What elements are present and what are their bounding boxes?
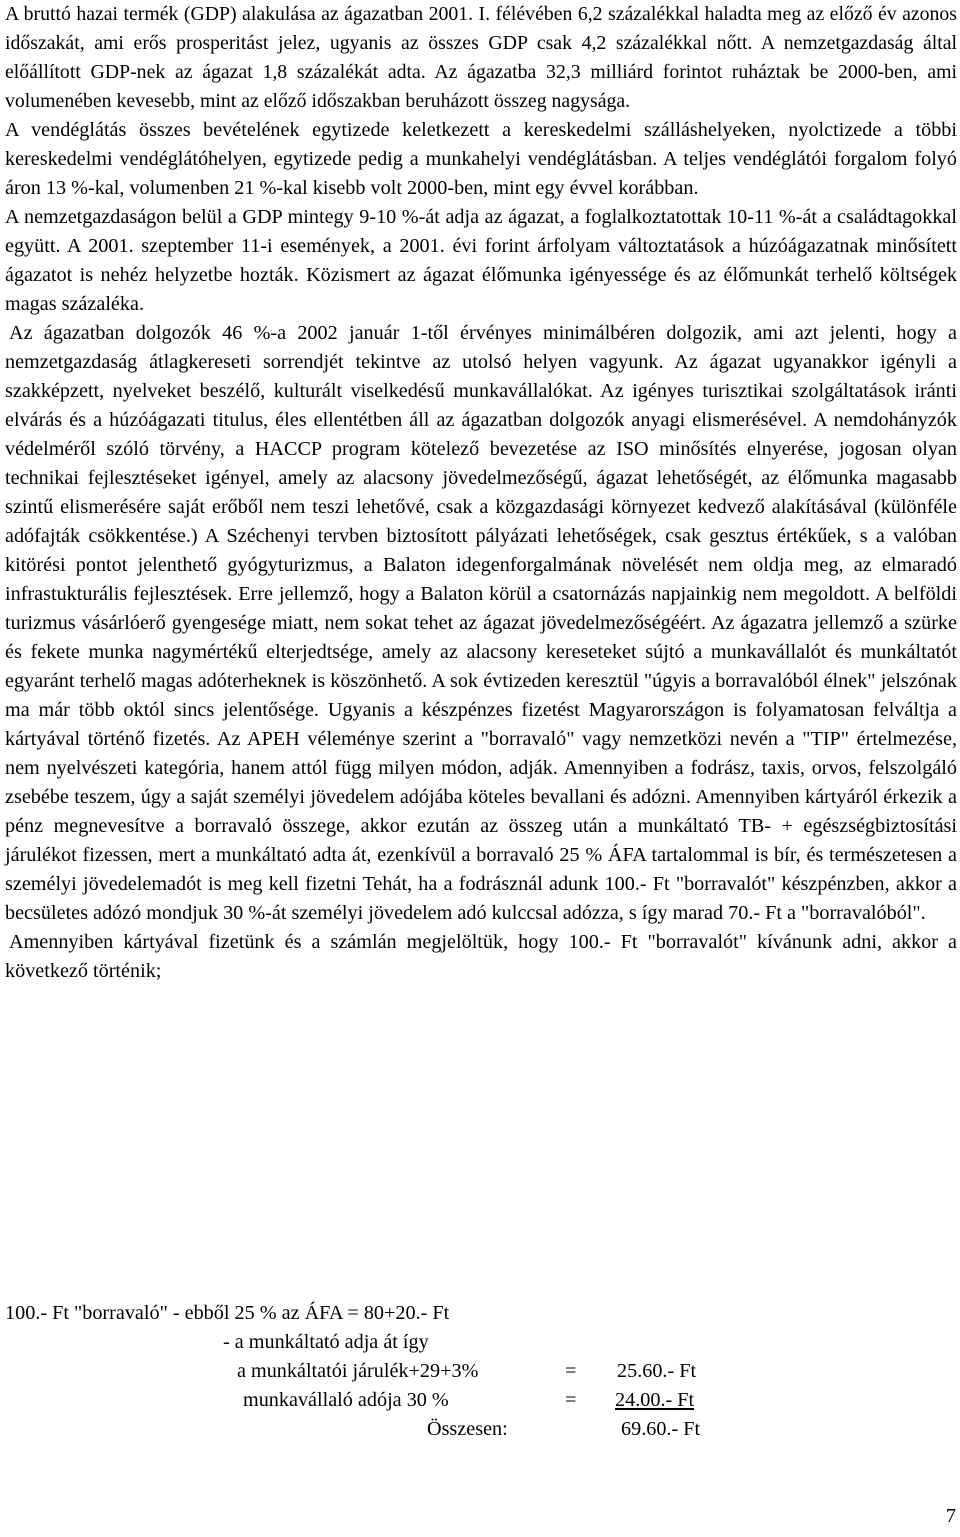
calc-line-3-label: a munkáltatói járulék+29+3%	[237, 1360, 479, 1382]
calc-line-2	[5, 1328, 765, 1357]
paragraph-kartya: Amennyiben kártyával fizetünk és a számlán megjelöltük, hogy 100.- Ft "borravalót" kívánunk adni, akkor a következő történik;	[5, 931, 957, 982]
calc-line-3	[5, 1357, 765, 1386]
calc-total-label: Összesen:	[427, 1418, 508, 1440]
calc-line-2-text: - a munkáltató adja át így	[223, 1331, 429, 1353]
paragraph-dolgozok: Az ágazatban dolgozók 46 %-a 2002 január 1-től érvényes minimálbéren dolgozik, ami azt jelenti, hogy a nemzetgazdaság átlagkereseti sorrendjét tekintve az utolsó helyen vagyunk. Az ágazat ugyanakkor igényli a szakképzett, nyelveket beszélő, kulturált viselkedésű munkavállalókat. Az igényes turisztikai szolgáltatások iránti elvárás és a húzóágazati titulus, éles ellentétben áll az ágazatban dolgozók anyagi elismerésével. A nemdohányzók védelméről szóló törvény, a HACCP program kötelező bevezetése az ISO minősítés elnyerése, jogosan olyan technikai fejlesztéseket igényel, amely az alacsony jövedelmezőségű, ágazat lehetőségét, az élőmunka magasabb szintű elismerésére saját erőből nem teszi lehetővé, csak a közgazdasági környezet kedvező alakításával (különféle adófajták csökkentése.) A Széchenyi tervben biztosított pályázati lehetőségek, csak gesztus értékűek, s a valóban kitörési pontot jelenthető gyógyturizmus, a Balaton idegenforgalmának növelését nem oldja meg, az elmaradó infrastukturális fejlesztések. Erre jellemző, hogy a Balaton körül a csatornázás napjainkig nem megoldott. A belföldi turizmus vásárlóerő gyengesége miatt, nem sokat tehet az ágazat jövedelmezőségéért. Az ágazatra jellemző a szürke és fekete munka nagymértékű elterjedtsége, amely az alacsony kereseteket sújtó a munkavállalót és munkáltatót egyaránt terhelő magas adóterheknek is köszönhető. A sok évtizeden keresztül "úgyis a borravalóból élnek" jelszónak ma már több októl sincs jelentősége. Ugyanis a készpénzes fizetést Magyarországon is folyamatosan felváltja a kártyával történő fizetés. Az APEH véleménye szerint a "borravaló" vagy nemzetközi nevén a "TIP" értelmezése, nem nyelvészeti kategória, hanem attól függ milyen módon, adják. Amennyiben a fodrász, taxis, orvos, felszolgáló zsebébe teszem, úgy a saját személyi jövedelem adójába köteles bevallani és adózni. Amennyiben kártyáról érkezik a pénz megnevesítve a borravaló összege, akkor ezután az összeg után a munkáltató TB- + egészségbiztosítási járulékot fizessen, mert a munkáltató adta át, ezenkívül a borravaló 25 % ÁFA tartalommal is bír, és természetesen a személyi jövedelemadót is meg kell fizetni Tehát, ha a fodrásznál adunk 100.- Ft "borravalót" készpénzben, akkor a becsületes adózó mondjuk 30 %-át személyi jövedelem adó kulccsal adózza, s így marad 70.- Ft a "borravalóból".	[5, 322, 957, 924]
calc-total-value: 69.60.- Ft	[621, 1418, 701, 1440]
calc-line-5	[5, 1415, 765, 1444]
calc-line-4-label: munkavállaló adója 30 %	[243, 1389, 449, 1411]
calc-line-1-text: 100.- Ft "borravaló" - ebből 25 % az ÁFA = 80+20.- Ft	[5, 1302, 450, 1324]
document-body	[5, 0, 957, 986]
calc-line-3-value: 25.60.- Ft	[617, 1360, 697, 1382]
calc-line-4	[5, 1386, 765, 1415]
paragraph-vendeglatas: A vendéglátás összes bevételének egytizede keletkezett a kereskedelmi szálláshelyeken, nyolctizede a többi kereskedelmi vendéglátóhelyen, egytizede pedig a munkahelyi vendéglátásban. A teljes vendéglátói forgalom folyó áron 13 %-kal, volumenben 21 %-kal kisebb volt 2000-ben, mint egy évvel korábban.	[5, 119, 957, 199]
calc-line-1	[5, 1299, 765, 1328]
paragraph-nemzetgazdasag: A nemzetgazdaságon belül a GDP mintegy 9-10 %-át adja az ágazat, a foglalkoztatottak 10-11 %-át a családtagokkal együtt. A 2001. szeptember 11-i események, a 2001. évi forint árfolyam változtatások a húzóágazatnak minősített ágazatot is nehéz helyzetbe hozták. Közismert az ágazat élőmunka igényessége és az élőmunkát terhelő költségek magas százaléka.	[5, 206, 957, 315]
page-number: 7	[945, 1505, 956, 1527]
tip-calculation	[5, 1299, 765, 1444]
paragraph-gdp: A bruttó hazai termék (GDP) alakulása az ágazatban 2001. I. félévében 6,2 százalékkal haladta meg az előző év azonos időszakát, ami erős prosperitást jelez, ugyanis az összes GDP csak 4,2 százalékkal nőtt. A nemzetgazdaság által előállított GDP-nek az ágazat 1,8 százalékát adta. Az ágazatba 32,3 milliárd forintot ruháztak be 2000-ben, ami volumenében kevesebb, mint az előző időszakban beruházott összeg nagysága.	[5, 3, 957, 112]
calc-line-4-eq: =	[565, 1389, 577, 1411]
calc-line-4-value: 24.00.- Ft	[615, 1389, 695, 1411]
calc-line-3-eq: =	[565, 1360, 577, 1382]
